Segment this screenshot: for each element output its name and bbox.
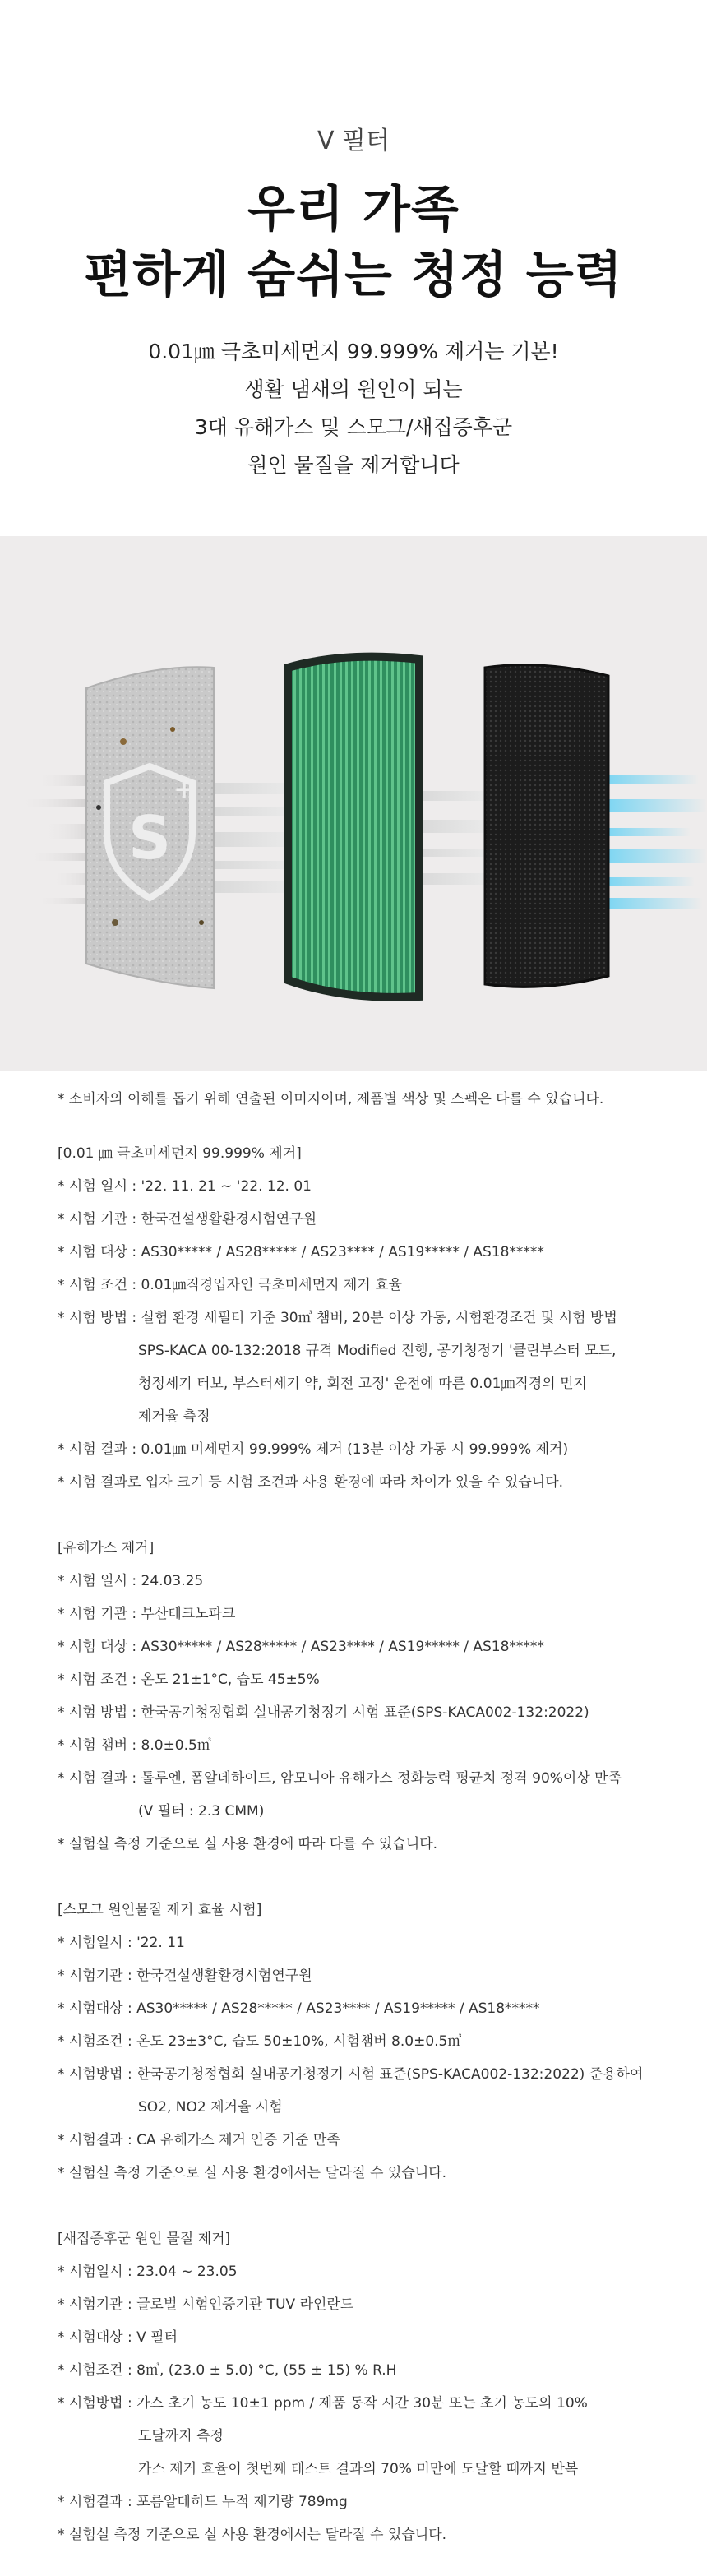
section-line: * 실험실 측정 기준으로 실 사용 환경에서는 달라질 수 있습니다. — [58, 2527, 447, 2543]
section-line: * 시험대상 : AS30***** / AS28***** / AS23**** / AS19***** / AS18***** — [58, 2000, 540, 2017]
description-line-2: 생활 냄새의 원인이 되는 — [244, 377, 463, 401]
section-line: * 시험일시 : 23.04 ~ 23.05 — [58, 2264, 238, 2280]
section-title: [유해가스 제거] — [58, 1540, 155, 1556]
section-line: * 시험대상 : V 필터 — [58, 2329, 178, 2346]
section-line: 도달까지 측정 — [138, 2428, 224, 2444]
section-line: * 시험조건 : 온도 23±3°C, 습도 50±10%, 시험챔버 8.0±0.5㎥ — [58, 2033, 462, 2050]
section-line: * 시험 결과 : 톨루엔, 폼알데하이드, 암모니아 유해가스 정화능력 평균치 정격 90%이상 만족 — [58, 1770, 622, 1787]
section-line: * 시험 방법 : 실험 환경 새필터 기준 30㎥ 챔버, 20분 이상 가동, 시험환경조건 및 시험 방법 — [58, 1310, 617, 1326]
carbon-filter-layer — [485, 665, 608, 987]
headline-line-1: 우리 가족 — [247, 181, 460, 238]
section-line: * 실험실 측정 기준으로 실 사용 환경에 따라 다를 수 있습니다. — [58, 1836, 438, 1852]
filter-visual — [0, 536, 707, 1071]
section-line: * 시험 조건 : 0.01㎛직경입자인 극초미세먼지 제거 효율 — [58, 1277, 402, 1293]
svg-text:+: + — [173, 775, 195, 804]
product-eyebrow: V 필터 — [317, 127, 390, 155]
description-line-3: 3대 유해가스 및 스모그/새집증후군 — [194, 415, 513, 439]
section-line: * 시험방법 : 가스 초기 농도 10±1 ppm / 제품 동작 시간 30분 또는 초기 농도의 10% — [58, 2395, 588, 2412]
section-line: * 시험 결과 : 0.01㎛ 미세먼지 99.999% 제거 (13분 이상 가동 시 99.999% 제거) — [58, 1441, 569, 1458]
description-line-4: 원인 물질을 제거합니다 — [247, 453, 460, 477]
hero-description — [0, 333, 707, 484]
section-line: 가스 제거 효율이 첫번째 테스트 결과의 70% 미만에 도달할 때까지 반복 — [138, 2461, 579, 2477]
section-line: * 시험결과 : 포름알데히드 누적 제거량 789mg — [58, 2494, 348, 2510]
section-line: * 시험 결과로 입자 크기 등 시험 조건과 사용 환경에 따라 차이가 있을 수 있습니다. — [58, 1474, 564, 1491]
section-line: * 시험조건 : 8㎥, (23.0 ± 5.0) °C, (55 ± 15) % R.H — [58, 2362, 397, 2379]
section-line: * 시험결과 : CA 유해가스 제거 인증 기준 만족 — [58, 2132, 340, 2148]
section-line: * 시험 대상 : AS30***** / AS28***** / AS23**** / AS19***** / AS18***** — [58, 1639, 544, 1655]
clean-air-streaks — [608, 775, 707, 909]
hero-section — [0, 0, 707, 536]
section-line: * 시험 대상 : AS30***** / AS28***** / AS23**** / AS19***** / AS18***** — [58, 1244, 544, 1260]
section-line: * 시험일시 : '22. 11 — [58, 1935, 185, 1951]
filter-layers-illustration — [0, 536, 707, 1071]
section-line: * 시험기관 : 글로벌 시험인증기관 TUV 라인란드 — [58, 2296, 354, 2313]
section-line: * 시험 챔버 : 8.0±0.5㎥ — [58, 1737, 211, 1754]
section-line: SO2, NO2 제거율 시험 — [138, 2099, 283, 2116]
section-title: [스모그 원인물질 제거 효율 시험] — [58, 1902, 262, 1918]
test-notes — [0, 1071, 707, 2576]
section-title: [새집증후군 원인 물질 제거] — [58, 2231, 231, 2247]
image-disclaimer: * 소비자의 이해를 돕기 위해 연출된 이미지이며, 제품별 색상 및 스펙은 다를 수 있습니다. — [58, 1091, 604, 1108]
section-line: * 시험 일시 : 24.03.25 — [58, 1573, 204, 1589]
section-line: * 시험방법 : 한국공기청정협회 실내공기청정기 시험 표준(SPS-KACA002-132:2022) 준용하여 — [58, 2066, 644, 2083]
section-line: 제거율 측정 — [138, 1408, 210, 1425]
section-line: * 시험 방법 : 한국공기청정협회 실내공기청정기 시험 표준(SPS-KACA002-132:2022) — [58, 1704, 589, 1721]
headline-line-2: 편하게 숨쉬는 청정 능력 — [84, 247, 623, 304]
section-line: SPS-KACA 00-132:2018 규격 Modified 진행, 공기청정기 '클린부스터 모드, — [138, 1343, 617, 1359]
section-line: 청정세기 터보, 부스터세기 약, 회전 고정' 운전에 따른 0.01㎛직경의 먼지 — [138, 1376, 587, 1392]
section-line: * 시험 조건 : 온도 21±1°C, 습도 45±5% — [58, 1672, 320, 1688]
section-title: [0.01 ㎛ 극초미세먼지 99.999% 제거] — [58, 1145, 302, 1162]
headline — [0, 177, 707, 308]
section-line: * 시험 일시 : '22. 11. 21 ~ '22. 12. 01 — [58, 1178, 312, 1195]
section-line: * 실험실 측정 기준으로 실 사용 환경에서는 달라질 수 있습니다. — [58, 2165, 447, 2181]
section-line: (V 필터 : 2.3 CMM) — [138, 1803, 265, 1820]
green-pleated-filter — [288, 657, 419, 997]
section-line: * 시험기관 : 한국건설생활환경시험연구원 — [58, 1968, 312, 1984]
description-line-1: 0.01㎛ 극초미세먼지 99.999% 제거는 기본! — [148, 340, 559, 363]
badge-letter: S — [128, 803, 171, 872]
section-line: * 시험 기관 : 부산테크노파크 — [58, 1606, 236, 1622]
section-line: * 시험 기관 : 한국건설생활환경시험연구원 — [58, 1211, 317, 1228]
pre-filter-layer — [86, 667, 214, 988]
